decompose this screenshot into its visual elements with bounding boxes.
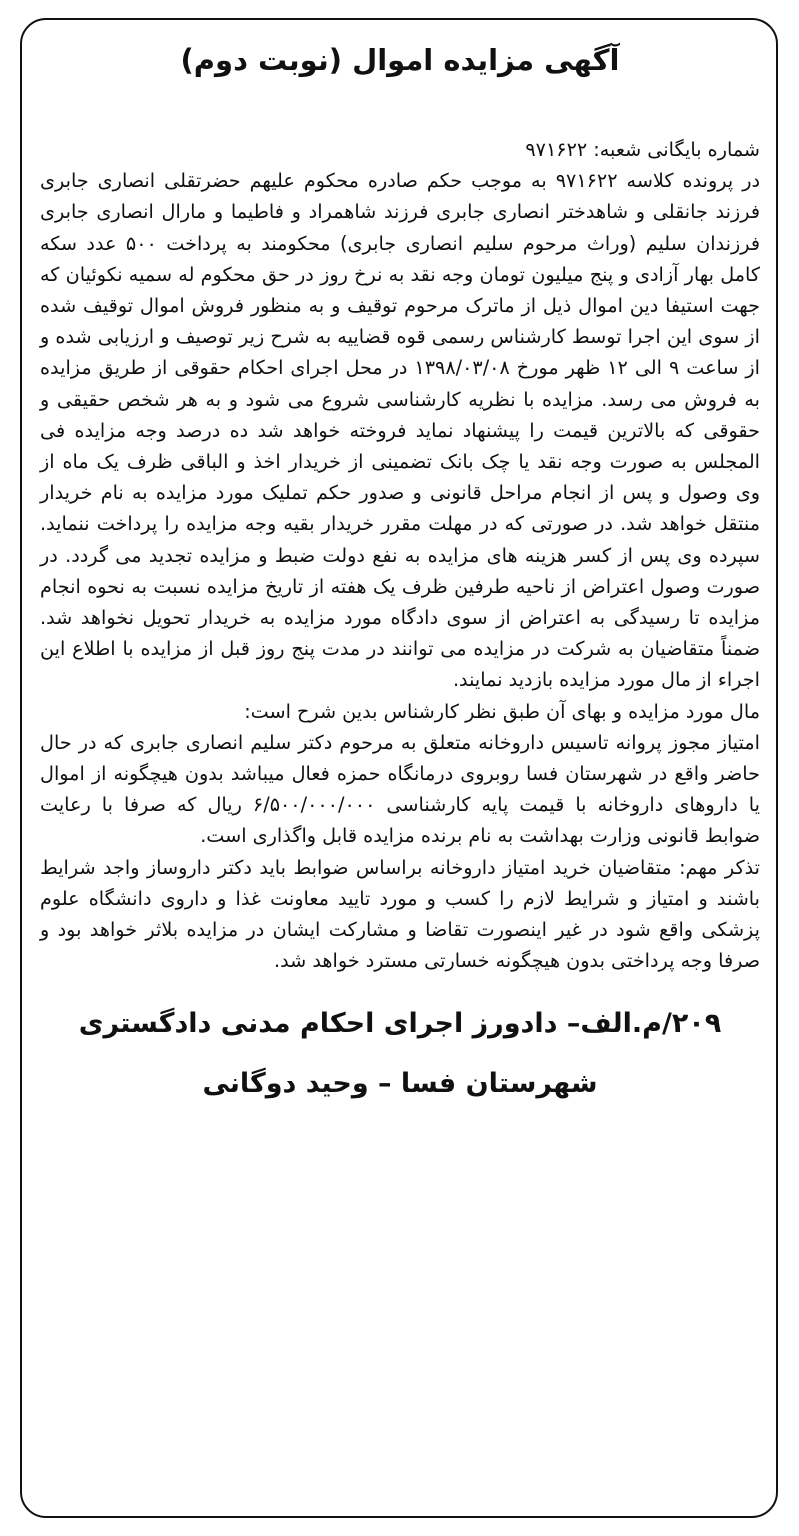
notice-body: در پرونده کلاسه ۹۷۱۶۲۲ به موجب حکم صادره محکوم علیهم حضرتقلی انصاری جابری فرزند جانقلی و شاهدختر انصاری جابری فرزند شاهمراد و فاطیما و مارال انصاری جابری فرزندان سلیم (وراث مرحوم سلیم انصاری جابری) محکومند به پرداخت ۵۰۰ عدد سکه کامل بهار آزادی و پنج میلیون تومان وجه نقد به نرخ روز در حق محکوم له سمیه نکوئیان که جهت استیفا دین اموال ذیل از ماترک مرحوم توقیف و به منظور فروش اموال توقیف شده از سوی این اجرا توسط کارشناس رسمی قوه قضاییه به شرح زیر توصیف و ارزیابی شده و از ساعت ۹ الی ۱۲ ظهر مورخ ۱۳۹۸/۰۳/۰۸ در محل اجرای احکام حقوقی از طریق مزایده به فروش می رسد. مزایده با نظریه کارشناسی شروع می شود و به هر شخص حقیقی و حقوقی که بالاترین قیمت را پیشنهاد نماید فروخته خواهد شد ده درصد وجه مزایده فی المجلس به صورت وجه نقد یا چک بانک تضمینی از خریدار اخذ و الباقی ظرف یک ماه از وی وصول و پس از انجام مراحل قانونی و صدور حکم تملیک مورد مزایده به نام خریدار منتقل خواهد شد. در صورتی که در مهلت مقرر خریدار بقیه وجه مزایده را پرداخت ننماید. سپرده وی پس از کسر هزینه های مزایده به نفع دولت ضبط و مزایده تجدید می گردد. در صورت وصول اعتراض از ناحیه طرفین ظرف یک هفته از تاریخ مزایده نسبت به نحوه انجام مزایده تا رسیدگی به اعتراض از سوی دادگاه مورد مزایده به خریدار تحویل نخواهد شد. ضمناً متقاضیان به شرکت در مزایده می توانند در مدت پنج روز قبل از مزایده با اطلاع این اجراء از مال مورد مزایده بازدید نمایند. <box>40 169 761 692</box>
signature-line-1: ۲۰۹/م.الف– دادورز اجرای احکام مدنی دادگستری <box>78 1008 722 1040</box>
important-note: تذکر مهم: متقاضیان خرید امتیاز داروخانه براساس ضوابط باید دکتر داروساز واجد شرایط باشند و امتیاز و شرایط لازم را کسب و مورد تایید معاونت غذا و داروی دانشگاه علوم پزشکی واقع شود در غیر اینصورت تقاضا و مشارکت ایشان در مزایده بلاثر خواهد بود و صرفا وجه پرداختی بدون هیچگونه خسارتی مسترد خواهد شد. <box>40 855 760 973</box>
archive-number: شماره بایگانی شعبه: ۹۷۱۶۲۲ <box>525 138 760 161</box>
signature-block <box>40 994 760 1114</box>
signature-line-2: شهرستان فسا – وحید دوگانی <box>202 1068 598 1100</box>
property-description: امتیاز مجوز پروانه تاسیس داروخانه متعلق به مرحوم دکتر سلیم انصاری جابری که در حال حاضر واقع در شهرستان فسا روبروی درمانگاه حمزه فعال میباشد بدون هیچگونه از اموال یا داروهای داروخانه با قیمت پایه کارشناسی ۶/۵۰۰/۰۰۰/۰۰۰ ریال که صرفا با رعایت ضوابط قانونی وزارت بهداشت به نام برنده مزایده قابل واگذاری است. <box>40 730 760 848</box>
property-intro: مال مورد مزایده و بهای آن طبق نظر کارشناس بدین شرح است: <box>244 699 760 723</box>
notice-content <box>40 30 760 1114</box>
notice-title: آگهی مزایده اموال (نوبت دوم) <box>180 43 620 77</box>
